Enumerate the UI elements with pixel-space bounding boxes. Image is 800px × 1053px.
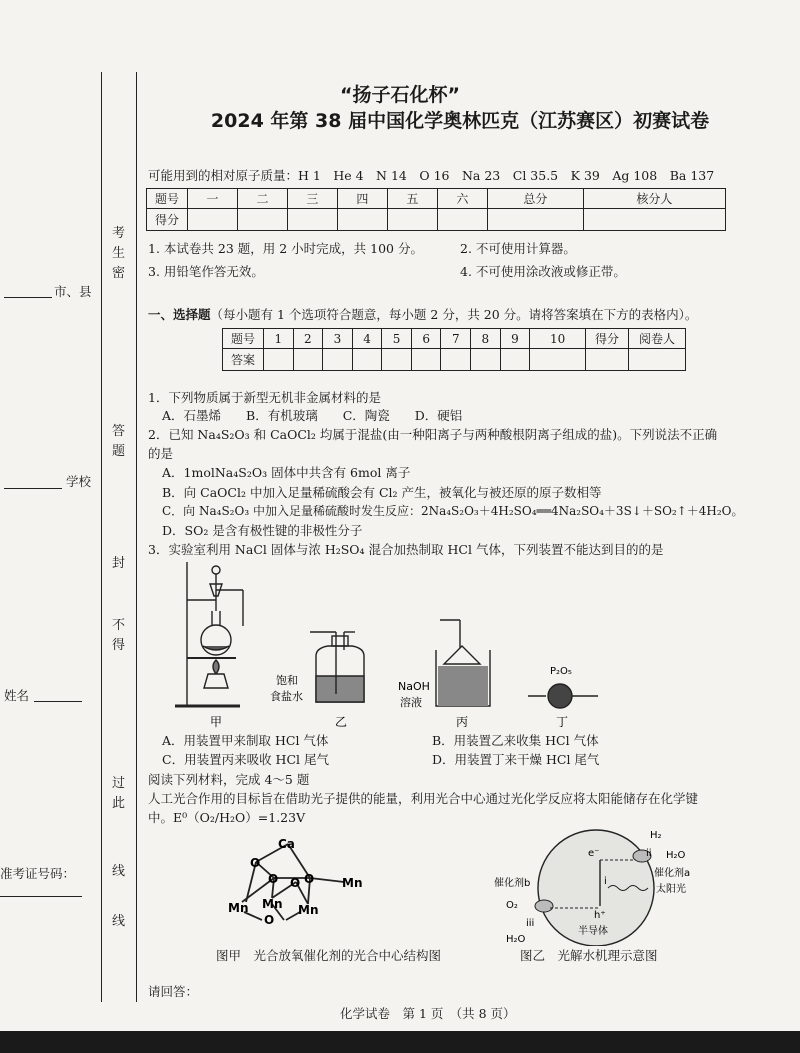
bottom-dark-strip — [0, 1031, 800, 1053]
margin-char: 线 — [112, 914, 126, 929]
q2-stem-cont: 的是 — [148, 446, 174, 461]
q3-option-d: D．用装置丁来干燥 HCl 尾气 — [432, 752, 600, 767]
margin-char: 此 — [112, 796, 126, 811]
answer-header: 2 — [293, 329, 323, 349]
score-header: 题号 — [147, 189, 188, 209]
atom-o: O — [268, 872, 279, 886]
score-table — [146, 188, 726, 231]
figure-yi-caption: 图乙 光解水机理示意图 — [520, 948, 658, 963]
label-bing: 丙 — [456, 715, 469, 729]
school-label: 学校 — [66, 474, 92, 489]
binding-line-left — [101, 72, 102, 1002]
score-header: 四 — [337, 189, 387, 209]
label-yi: 乙 — [335, 715, 348, 729]
answer-header: 5 — [382, 329, 412, 349]
q3-option-c: C．用装置丙来吸收 HCl 尾气 — [162, 752, 329, 767]
label-jia: 甲 — [210, 715, 223, 729]
answer-header: 阅卷人 — [629, 329, 686, 349]
score-header: 总分 — [487, 189, 583, 209]
atom-ca: Ca — [278, 837, 295, 851]
label-electron: e⁻ — [588, 848, 600, 859]
label-catalyst-a: 催化剂a — [654, 868, 691, 879]
passage-line-1: 人工光合作用的目标旨在借助光子提供的能量，利用光合中心通过光化学反应将太阳能储存在化学键 — [148, 791, 699, 806]
label-h2o-bottom: H₂O — [506, 934, 526, 945]
atom-o: O — [290, 876, 301, 890]
ticket-label: 准考证号码： — [0, 866, 76, 881]
label-catalyst-b: 催化剂b — [494, 878, 531, 889]
label-semiconductor: 半导体 — [578, 926, 608, 937]
answer-cell[interactable] — [500, 349, 530, 371]
score-cell[interactable] — [287, 209, 337, 231]
atom-o: O — [304, 872, 315, 886]
margin-char: 封 — [112, 556, 126, 571]
answer-cell[interactable] — [411, 349, 441, 371]
answer-header: 得分 — [586, 329, 629, 349]
figure-jia-caption: 图甲 光合放氧催化剂的光合中心结构图 — [216, 948, 442, 963]
exam-subtitle: “扬子石化杯” — [340, 84, 460, 106]
margin-char: 不 — [112, 618, 126, 633]
label-sunlight: 太阳光 — [656, 884, 686, 895]
score-cell[interactable] — [188, 209, 238, 231]
score-cell[interactable] — [337, 209, 387, 231]
binding-line-right — [136, 72, 137, 1002]
answer-cell[interactable] — [382, 349, 412, 371]
atom-o: O — [250, 856, 261, 870]
instruction-3: 3. 用铅笔作答无效。 — [148, 264, 264, 279]
q2-option-c: C．向 Na₄S₂O₃ 中加入足量稀硫酸时发生反应：2Na₄S₂O₃＋4H₂SO₄══4Na₂SO₄＋3S↓＋SO₂↑＋4H₂O。 — [162, 504, 744, 518]
answer-header: 1 — [264, 329, 294, 349]
score-header: 一 — [188, 189, 238, 209]
score-header: 六 — [437, 189, 487, 209]
label-h2: H₂ — [650, 830, 662, 841]
label-ding: 丁 — [556, 715, 569, 729]
q1-options: A．石墨烯 B．有机玻璃 C．陶瓷 D．硬铝 — [162, 408, 463, 423]
label-o2: O₂ — [506, 900, 518, 911]
answer-cell[interactable] — [471, 349, 501, 371]
answer-table — [222, 328, 686, 371]
answer-header: 4 — [352, 329, 382, 349]
score-cell[interactable] — [487, 209, 583, 231]
q3-option-b: B．用装置乙来收集 HCl 气体 — [432, 733, 599, 748]
name-blank[interactable] — [34, 701, 82, 702]
answer-cell[interactable] — [293, 349, 323, 371]
instruction-4: 4. 不可使用涂改液或修正带。 — [460, 264, 626, 279]
score-cell[interactable] — [387, 209, 437, 231]
label-yi-liquid-2: 食盐水 — [270, 690, 303, 703]
name-label: 姓名 — [4, 688, 30, 703]
q3-stem: 3．实验室利用 NaCl 固体与浓 H₂SO₄ 混合加热制取 HCl 气体，下列装置不能达到目的的是 — [148, 542, 664, 557]
score-cell[interactable] — [437, 209, 487, 231]
label-bing-liquid-2: 溶液 — [400, 696, 422, 709]
answer-prompt: 请回答： — [148, 984, 199, 999]
answer-header: 7 — [441, 329, 471, 349]
label-iii: iii — [526, 918, 535, 929]
atom-mn: Mn — [228, 901, 249, 915]
answer-row-label: 答案 — [223, 349, 264, 371]
apparatus-figure — [140, 556, 780, 732]
answer-cell[interactable] — [629, 349, 686, 371]
passage-line-2: 中。E⁰（O₂/H₂O）=1.23V — [148, 810, 306, 825]
passage-intro: 阅读下列材料，完成 4～5 题 — [148, 772, 310, 787]
margin-char: 生 — [112, 246, 126, 261]
answer-cell[interactable] — [530, 349, 586, 371]
margin-char: 线 — [112, 864, 126, 879]
answer-cell[interactable] — [586, 349, 629, 371]
answer-cell[interactable] — [352, 349, 382, 371]
atom-mn: Mn — [262, 897, 283, 911]
label-hole: h⁺ — [594, 910, 606, 921]
ticket-blank[interactable] — [0, 896, 82, 897]
label-yi-liquid-1: 饱和 — [276, 674, 298, 687]
label-ii: ii — [646, 848, 652, 859]
section-note: （每小题有 1 个选项符合题意，每小题 2 分，共 20 分。请将答案填在下方的表格内）。 — [210, 307, 698, 322]
atom-mn: Mn — [342, 876, 363, 890]
q3-option-a: A．用装置甲来制取 HCl 气体 — [162, 733, 329, 748]
answer-cell[interactable] — [264, 349, 294, 371]
margin-char: 得 — [112, 638, 126, 653]
exam-title: 2024 年第 38 届中国化学奥林匹克（江苏赛区）初赛试卷 — [210, 110, 710, 132]
label-ding-reagent: P₂O₅ — [550, 666, 572, 677]
answer-header: 8 — [471, 329, 501, 349]
instruction-2: 2. 不可使用计算器。 — [460, 241, 576, 256]
apparatus-bing — [436, 620, 490, 706]
margin-char: 过 — [112, 776, 126, 791]
school-blank[interactable] — [4, 488, 62, 489]
answer-header: 6 — [411, 329, 441, 349]
apparatus-ding — [528, 684, 598, 708]
label-i: i — [604, 876, 607, 887]
atom-o: O — [264, 913, 275, 927]
q2-option-a: A．1molNa₄S₂O₃ 固体中共含有 6mol 离子 — [162, 465, 411, 480]
score-header: 核分人 — [583, 189, 725, 209]
instruction-1: 1. 本试卷共 23 题，用 2 小时完成，共 100 分。 — [148, 241, 423, 256]
page-footer: 化学试卷 第 1 页 （共 8 页） — [340, 1006, 516, 1021]
answer-cell[interactable] — [323, 349, 353, 371]
score-header: 五 — [387, 189, 437, 209]
figure-jia-structure — [220, 832, 390, 928]
margin-char: 答 — [112, 424, 126, 439]
score-cell[interactable] — [583, 209, 725, 231]
city-blank[interactable] — [4, 297, 52, 298]
q1-stem: 1．下列物质属于新型无机非金属材料的是 — [148, 390, 381, 405]
label-bing-liquid-1: NaOH — [398, 680, 430, 693]
margin-char: 密 — [112, 266, 126, 281]
margin-char: 考 — [112, 226, 126, 241]
atom-mn: Mn — [298, 903, 319, 917]
section-heading: 一、选择题 — [148, 307, 211, 322]
answer-header: 10 — [530, 329, 586, 349]
answer-header: 题号 — [223, 329, 264, 349]
score-row-label: 得分 — [147, 209, 188, 231]
apparatus-yi — [310, 632, 364, 702]
answer-header: 3 — [323, 329, 353, 349]
q2-option-b: B．向 CaOCl₂ 中加入足量稀硫酸会有 Cl₂ 产生，被氧化与被还原的原子数相等 — [162, 485, 602, 500]
atomic-masses: 可能用到的相对原子质量：H 1 He 4 N 14 O 16 Na 23 Cl 35.5 K 39 Ag 108 Ba 137 — [148, 168, 715, 183]
answer-header: 9 — [500, 329, 530, 349]
q2-stem: 2．已知 Na₄S₂O₃ 和 CaOCl₂ 均属于混盐(由一种阳离子与两种酸根阴离子组成的盐)。下列说法不正确 — [148, 427, 718, 442]
q2-option-d: D．SO₂ 是含有极性键的非极性分子 — [162, 523, 363, 538]
score-header: 二 — [237, 189, 287, 209]
score-header: 三 — [287, 189, 337, 209]
score-cell[interactable] — [237, 209, 287, 231]
answer-cell[interactable] — [441, 349, 471, 371]
label-h2o-top: H₂O — [666, 850, 686, 861]
city-label: 市、县 — [54, 284, 92, 299]
figure-yi-mechanism — [490, 826, 710, 946]
apparatus-jia — [175, 562, 243, 706]
margin-char: 题 — [112, 444, 126, 459]
